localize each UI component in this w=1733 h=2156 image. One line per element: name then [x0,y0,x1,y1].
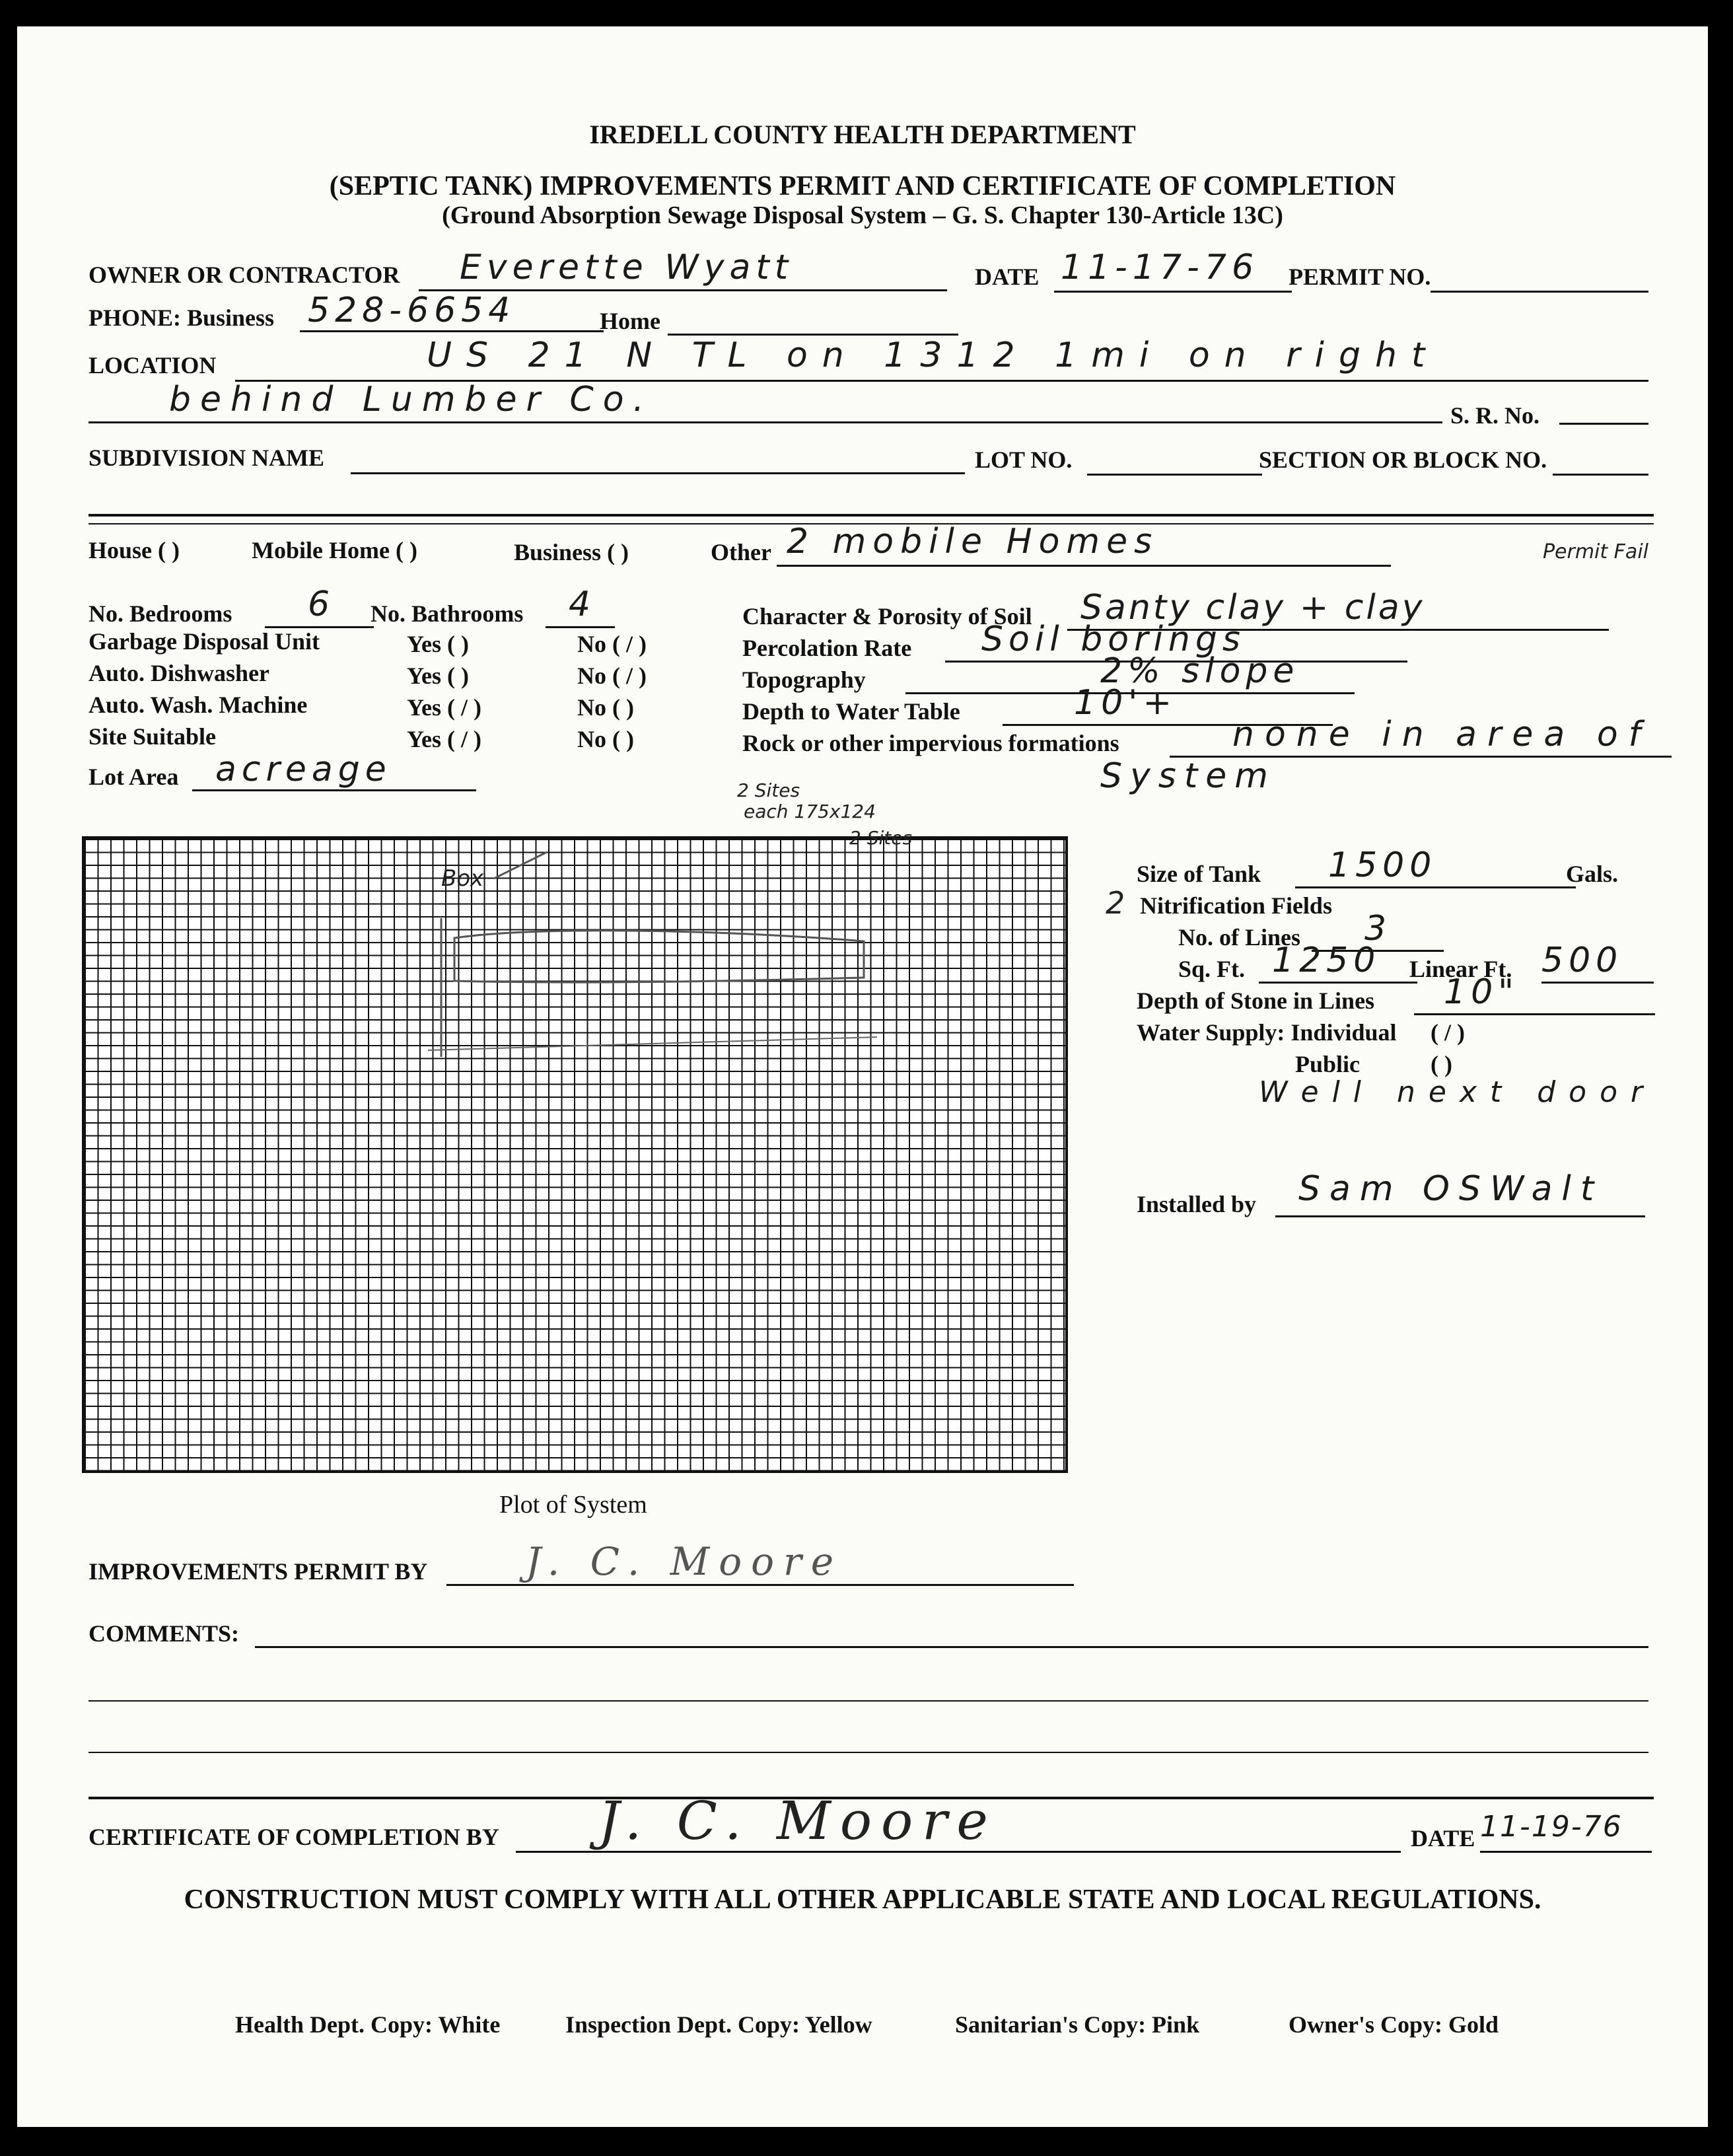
bathrooms-label: No. Bathrooms [371,600,524,627]
date-label: DATE [975,264,1040,290]
garbage-disposal-no: No ( / ) [577,631,647,657]
copy-owner: Owner's Copy: Gold [1289,2011,1499,2038]
plot-sketch [85,839,1065,1470]
bedrooms-value: 6 [308,585,336,624]
lot-no-line [1087,474,1262,476]
topography-label: Topography [742,666,866,693]
well-note: Well next door [1259,1075,1656,1109]
wash-machine-yes: Yes ( / ) [407,694,481,721]
rock-value: none in area of [1232,715,1651,754]
water-supply-label: Water Supply: Individual [1137,1019,1397,1046]
wash-machine-no: No ( ) [577,694,634,721]
dishwasher-no: No ( / ) [577,663,647,689]
comments-line-1 [255,1646,1648,1648]
sqft-value: 1250 [1272,941,1381,980]
rock-label: Rock or other impervious formations [742,730,1119,756]
bathrooms-value: 4 [569,585,596,624]
garbage-disposal-label: Garbage Disposal Unit [88,628,320,655]
comments-line-3 [88,1752,1648,1753]
permit-no-label: PERMIT NO. [1289,264,1431,290]
permit-no-line [1431,291,1648,293]
individual-checkbox: ( / ) [1431,1019,1465,1046]
lines-value: 3 [1364,909,1392,949]
subdivision-label: SUBDIVISION NAME [88,445,325,471]
form-subtitle: (Ground Absorption Sewage Disposal System – G. S. Chapter 130-Article 13C) [442,201,1283,229]
linear-ft-label: Linear Ft. [1409,956,1512,982]
comments-label: COMMENTS: [88,1620,239,1647]
installed-by-label: Installed by [1137,1191,1257,1217]
plot-box-label: Box [441,865,484,892]
soil-character-value: Santy clay + clay [1080,588,1425,628]
location-value-2: behind Lumber Co. [169,380,654,419]
linear-ft-line [1541,982,1654,984]
water-table-label: Depth to Water Table [742,698,960,725]
perc-rate-label: Percolation Rate [742,635,912,661]
plot-baseline [428,1037,877,1050]
other-line [777,565,1391,567]
stone-depth-label: Depth of Stone in Lines [1137,988,1375,1014]
other-label: Other [711,539,771,565]
phone-business-value: 528-6654 [308,291,516,330]
compliance-notice: CONSTRUCTION MUST COMPLY WITH ALL OTHER APPLICABLE STATE AND LOCAL REGULATIONS. [184,1885,1541,1915]
lot-area-line [192,789,476,791]
comments-line-2 [88,1700,1648,1702]
lot-area-label: Lot Area [88,764,179,790]
margin-note: Permit Fail [1542,540,1648,563]
permit-form [17,26,1708,2127]
section-label: SECTION OR BLOCK NO. [1259,447,1547,473]
sqft-line [1259,982,1417,984]
lot-area-value: acreage [215,750,392,789]
business-checkbox: Business ( ) [514,539,629,565]
stone-depth-value: 10" [1444,972,1520,1012]
nitrification-prefix: 2 [1106,885,1125,921]
copy-health-dept: Health Dept. Copy: White [235,2011,501,2038]
perc-rate-value: Soil borings [981,620,1246,659]
site-suitable-no: No ( ) [577,726,634,752]
wash-machine-label: Auto. Wash. Machine [88,692,308,718]
sr-no-label: S. R. No. [1450,402,1540,429]
plot-note-2: each 175x124 [744,801,876,822]
garbage-disposal-yes: Yes ( ) [407,631,469,657]
installed-by-value: Sam OSWalt [1298,1169,1604,1209]
date-value: 11-17-76 [1061,248,1259,287]
location-label: LOCATION [88,352,217,378]
tank-size-label: Size of Tank [1137,861,1261,887]
plot-grid [82,836,1068,1473]
nitrification-label: Nitrification Fields [1140,892,1332,919]
copy-sanitarian: Sanitarian's Copy: Pink [955,2011,1200,2038]
permit-by-line [446,1584,1074,1586]
other-value: 2 mobile Homes [787,522,1159,561]
phone-business-line [300,330,604,332]
site-suitable-label: Site Suitable [88,723,217,750]
certificate-date-label: DATE [1411,1825,1475,1851]
water-table-value: 10'+ [1074,683,1178,723]
public-checkbox: ( ) [1431,1051,1452,1077]
copy-inspection-dept: Inspection Dept. Copy: Yellow [565,2011,872,2038]
sqft-label: Sq. Ft. [1178,956,1246,982]
installed-by-line [1275,1215,1645,1217]
house-checkbox: House ( ) [88,537,180,563]
divider-top [88,514,1654,517]
plot-note-3: 2 Sites [849,827,913,849]
dishwasher-yes: Yes ( ) [407,663,469,689]
department-title: IREDELL COUNTY HEALTH DEPARTMENT [589,120,1136,149]
phone-business-label: PHONE: Business [88,305,275,331]
certificate-signature: J. C. Moore [598,1790,997,1851]
stone-depth-line [1414,1013,1655,1015]
sr-no-line [1559,423,1648,425]
certificate-date-value: 11-19-76 [1480,1810,1623,1844]
permit-by-label: IMPROVEMENTS PERMIT BY [88,1558,428,1585]
form-title: (SEPTIC TANK) IMPROVEMENTS PERMIT AND CERTIFICATE OF COMPLETION [329,171,1396,201]
soil-character-label: Character & Porosity of Soil [742,603,1032,629]
bedrooms-label: No. Bedrooms [88,600,232,627]
dishwasher-label: Auto. Dishwasher [88,660,270,686]
tank-size-value: 1500 [1328,845,1437,885]
permit-by-signature: J. C. Moore [526,1539,843,1584]
mobile-home-checkbox: Mobile Home ( ) [252,537,417,563]
subdivision-line [351,472,965,474]
bathrooms-line [546,626,615,628]
plot-note-1: 2 Sites [737,779,800,801]
linear-ft-value: 500 [1541,941,1623,980]
section-line [1553,474,1648,476]
tank-size-line [1295,886,1576,888]
location-value-1: US 21 N TL on 1312 1mi on right [427,336,1440,375]
owner-label: OWNER OR CONTRACTOR [88,262,400,288]
owner-value: Everette Wyatt [460,248,794,287]
rock-value-2: System [1100,756,1276,796]
gals-label: Gals. [1566,861,1619,887]
site-suitable-yes: Yes ( / ) [407,726,481,752]
topography-value: 2% slope [1100,651,1300,691]
certificate-by-label: CERTIFICATE OF COMPLETION BY [88,1824,499,1850]
location-line-2 [88,421,1442,423]
phone-home-label: Home [600,308,660,334]
certificate-date-line [1480,1851,1652,1853]
lot-no-label: LOT NO. [975,447,1073,473]
plot-arrow [494,852,547,879]
plot-caption: Plot of System [499,1491,647,1519]
public-label: Public [1295,1051,1361,1077]
date-line [1054,291,1292,293]
field-outline [454,931,864,982]
lines-label: No. of Lines [1178,924,1301,951]
